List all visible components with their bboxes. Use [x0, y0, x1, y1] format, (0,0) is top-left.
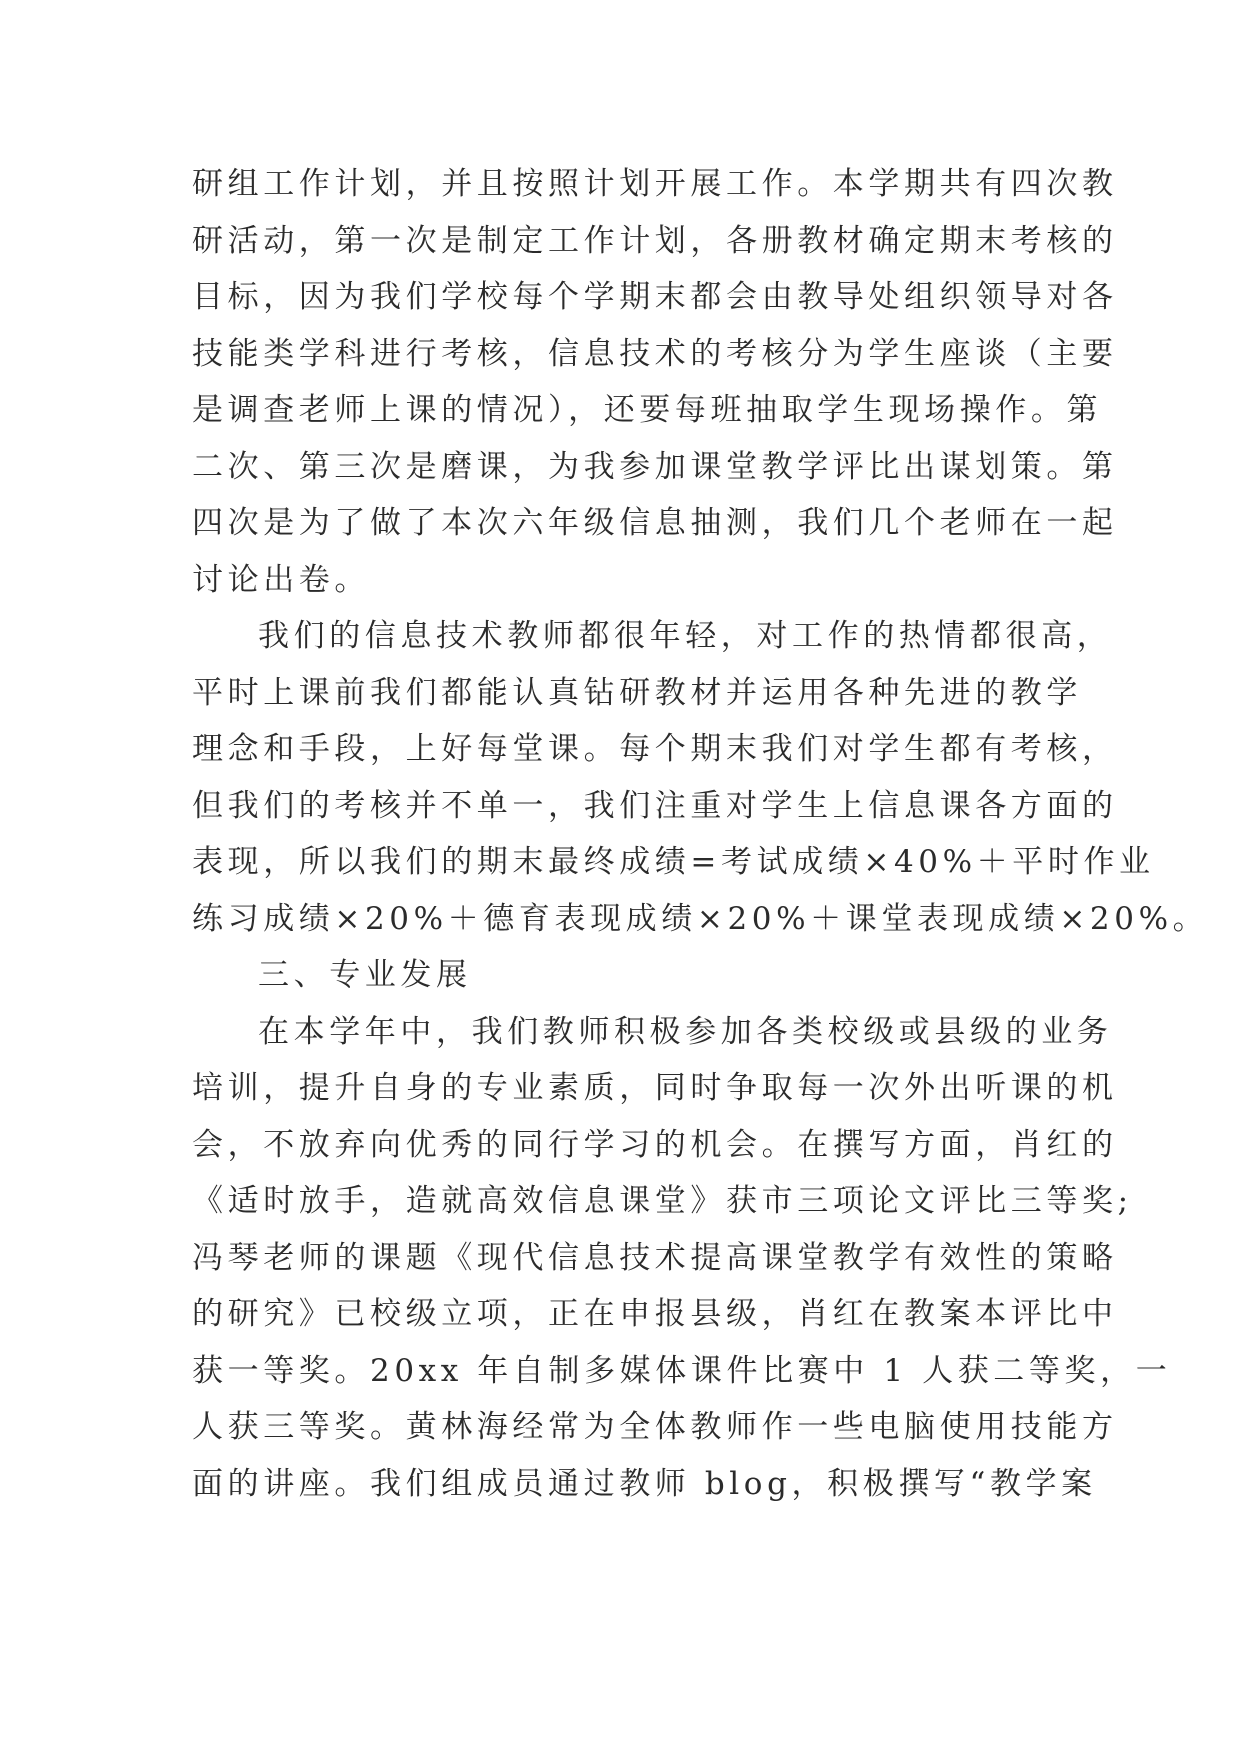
text-line: 技能类学科进行考核，信息技术的考核分为学生座谈（主要 — [192, 335, 1118, 372]
text-line: 表现，所以我们的期末最终成绩=考试成绩×40%＋平时作业 — [192, 844, 1155, 880]
text-line: 四次是为了做了本次六年级信息抽测，我们几个老师在一起 — [192, 505, 1118, 541]
text-line: 获一等奖。20xx 年自制多媒体课件比赛中 1 人获二等奖，一 — [192, 1352, 1172, 1389]
text-line: 冯琴老师的课题《现代信息技术提高课堂教学有效性的策略 — [192, 1239, 1118, 1276]
text-line: 目标，因为我们学校每个学期末都会由教导处组织领导对各 — [192, 279, 1118, 315]
text-line: 人获三等奖。黄林海经常为全体教师作一些电脑使用技能方 — [192, 1409, 1118, 1445]
text-line: 研组工作计划，并且按照计划开展工作。本学期共有四次教 — [192, 166, 1118, 202]
text-line: 但我们的考核并不单一，我们注重对学生上信息课各方面的 — [192, 787, 1118, 824]
text-line: 面的讲座。我们组成员通过教师 blog，积极撰写“教学案 — [192, 1465, 1097, 1502]
text-line: 会，不放弃向优秀的同行学习的机会。在撰写方面，肖红的 — [192, 1126, 1118, 1163]
text-line: 研活动，第一次是制定工作计划，各册教材确定期末考核的 — [192, 222, 1118, 259]
text-line: 平时上课前我们都能认真钻研教材并运用各种先进的教学 — [192, 674, 1082, 711]
text-line: 理念和手段，上好每堂课。每个期末我们对学生都有考核， — [192, 731, 1118, 767]
text-line: 我们的信息技术教师都很年轻，对工作的热情都很高， — [258, 618, 1113, 654]
text-line: 的研究》已校级立项，正在申报县级，肖红在教案本评比中 — [192, 1296, 1118, 1332]
text-line: 三、专业发展 — [258, 957, 472, 993]
document-body — [192, 156, 1209, 1512]
text-line: 讨论出卷。 — [192, 561, 370, 598]
text-line: 在本学年中，我们教师积极参加各类校级或县级的业务 — [258, 1013, 1113, 1050]
text-line: 培训，提升自身的专业素质，同时争取每一次外出听课的机 — [192, 1070, 1118, 1106]
text-line: 练习成绩×20%＋德育表现成绩×20%＋课堂表现成绩×20%。 — [192, 900, 1209, 937]
text-line: 《适时放手，造就高效信息课堂》获市三项论文评比三等奖; — [192, 1183, 1133, 1219]
text-line: 是调查老师上课的情况），还要每班抽取学生现场操作。第 — [192, 392, 1103, 428]
text-line: 二次、第三次是磨课，为我参加课堂教学评比出谋划策。第 — [192, 448, 1118, 485]
